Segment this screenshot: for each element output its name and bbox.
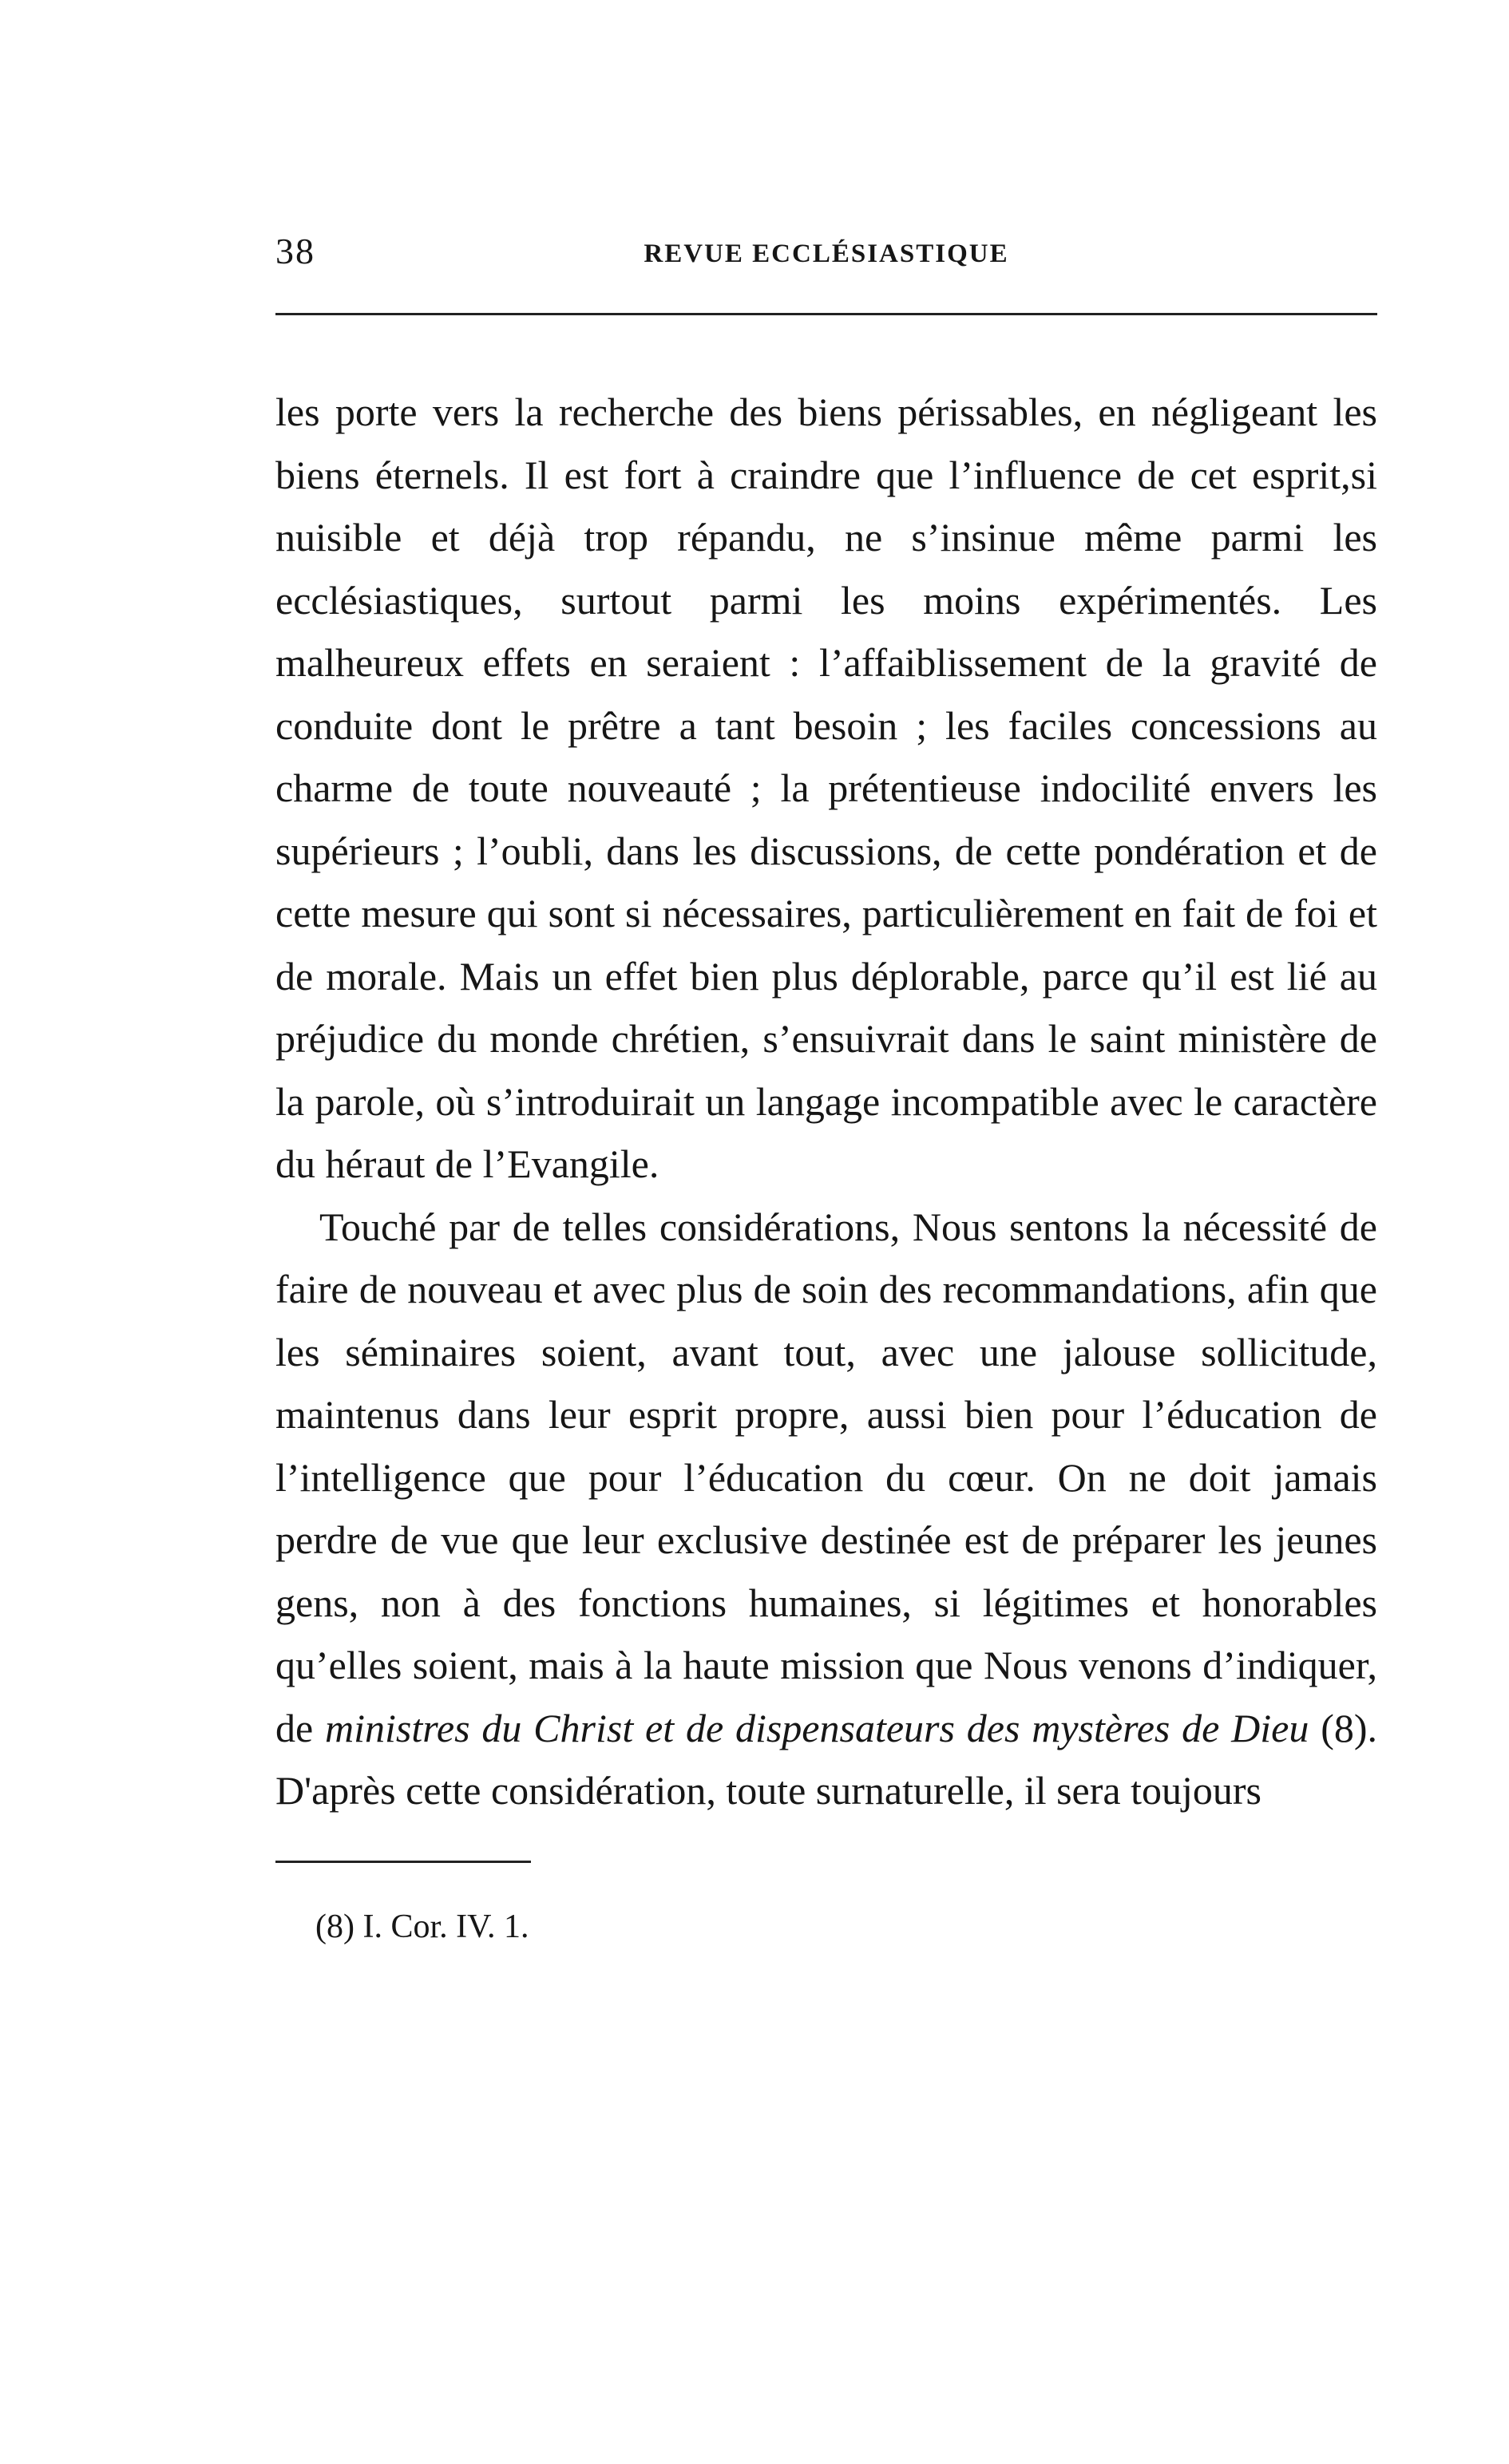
footnote-rule	[275, 1861, 531, 1863]
body-text	[275, 381, 1377, 1822]
book-page	[275, 227, 1377, 1949]
paragraph-2-quote: ministres du Christ et de dispensateurs des mystères de Dieu	[325, 1705, 1309, 1750]
paragraph-2-start: Touché par de telles considérations, Nous sentons la nécessité de faire de nouveau et avec plus de soin des recommandations, afin que les séminaires soient, avant tout, avec une jalouse sollicitude, maintenus dans leur esprit propre, aussi bien pour l’éducation de l’intelligence que pour l’éducation du cœur. On ne doit jamais perdre de vue que leur exclusive destinée est de préparer les jeunes gens, non à des fonctions humaines, si légitimes et honorables qu’elles soient, mais à la haute mission que Nous venons d’indiquer, de	[275, 1204, 1377, 1750]
running-header	[275, 227, 1377, 283]
footnote-reference: (8).	[1309, 1705, 1377, 1750]
paragraph-2	[275, 1196, 1377, 1822]
paragraph-2-end: D'après cette considération, toute surnaturelle, il sera toujours	[275, 1768, 1261, 1813]
running-title: REVUE ECCLÉSIASTIQUE	[644, 239, 1009, 268]
page-number: 38	[275, 231, 315, 271]
footnote: (8) I. Cor. IV. 1.	[315, 1908, 529, 1945]
header-rule	[275, 313, 1377, 315]
paragraph-1: les porte vers la recherche des biens périssables, en négligeant les biens éternels. Il est fort à craindre que l’influence de cet esprit,si nuisible et déjà trop répandu, ne s’insinue même parmi les ecclésiastiques, surtout parmi les moins expérimentés. Les malheureux effets en seraient : l’affaiblissement de la gravité de conduite dont le prêtre a tant besoin ; les faciles concessions au charme de toute nouveauté ; la prétentieuse indocilité envers les supérieurs ; l’oubli, dans les discussions, de cette pondération et de cette mesure qui sont si nécessaires, particulièrement en fait de foi et de morale. Mais un effet bien plus déplorable, parce qu’il est lié au préjudice du monde chrétien, s’ensuivrait dans le saint ministère de la parole, où s’introduirait un langage incompatible avec le caractère du héraut de l’Evangile.	[275, 390, 1377, 1186]
